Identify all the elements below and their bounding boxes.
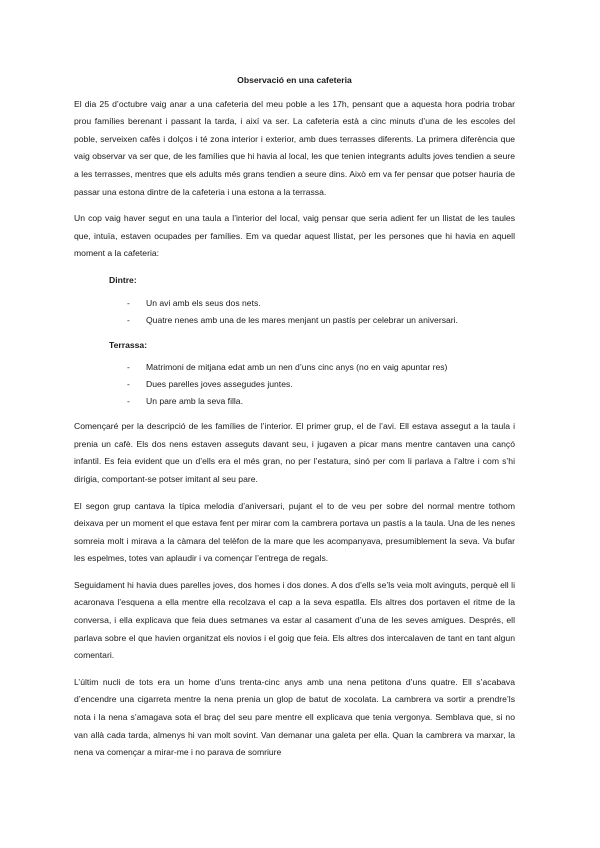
section-label-terrace: Terrassa:	[109, 339, 148, 350]
body-paragraph-1: Començaré per la descripció de les famílies de l’interior. El primer grup, el de l’avi. Ell estava assegut a la taula i prenia un cafè. Els dos nens estaven asseguts davant seu, i jugaven a picar mans mentre cantaven una cançó infantil. Es feia evident que un d’ells era el més gran, no per l’estatura, sinó per com li parlava a l’altre i com s’hi dirigia, comportant-se potser imitant al seu pare.	[74, 421, 515, 484]
terrace-list	[74, 359, 515, 410]
list-item-text: Un avi amb els seus dos nets.	[146, 297, 261, 308]
dash-marker: -	[127, 314, 130, 325]
dash-marker: -	[127, 297, 130, 308]
list-item	[74, 393, 515, 410]
dash-marker: -	[127, 379, 130, 390]
list-item-text: Dues parelles joves assegudes juntes.	[146, 379, 293, 390]
list-item-text: Matrimoni de mitjana edat amb un nen d’uns cinc anys (no en vaig apuntar res)	[146, 362, 448, 373]
body-paragraph-4: L’últim nucli de tots era un home d’uns trenta-cinc anys amb una nena petitona d’uns quatre. Ell s’acabava d’encendre una cigarreta mentre la nena prenia un glop de batut de xocolata. La cambrera va sortir a prendre’ls nota i la nena s’amagava sota el braç del seu pare mentre ell explicava que tenia vergonya. Semblava que, si no van allà cada tarda, almenys hi van molt sovint. Van demanar una galeta per ella. Quan la cambrera va marxar, la nena va començar a mirar-me i no parava de somriure	[74, 676, 515, 758]
list-item-text: Quatre nenes amb una de les mares menjant un pastís per celebrar un aniversari.	[146, 314, 458, 325]
list-item-text: Un pare amb la seva filla.	[146, 396, 243, 407]
list-item	[74, 376, 515, 393]
body-paragraph-3: Seguidament hi havia dues parelles joves, dos homes i dos dones. A dos d’ells se’ls veia molt avinguts, perquè ell li acaronava l’esquena a ella mentre ella recolzava el cap a la seva espatlla. Els altres dos portaven el ritme de la conversa, i ella explicava que feia dues setmanes va estar al casament d’una de les seves amigues. Després, ell parlava sobre el que havien organitzat els novios i el goig que feia. Els altres dos intercalaven de tant en tant algun comentari.	[74, 579, 515, 661]
intro-paragraph-1: El dia 25 d’octubre vaig anar a una cafeteria del meu poble a les 17h, pensant que a aquesta hora podria trobar prou famílies berenant i passant la tarda, i així va ser. La cafeteria està a cinc minuts d’una de les escoles del poble, serveixen cafès i dolços i té zona interior i exterior, amb dues terrasses diferents. La primera diferència que vaig observar va ser que, de les famílies que hi havia al local, les que tenien integrants adults joves tendien a seure a les terrasses, mentres que els adults més grans tendien a seure dins. Això em va fer pensar que potser hauria de passar una estona dintre de la cafeteria i una estona a la terrassa.	[74, 98, 515, 197]
list-item	[74, 295, 515, 312]
list-item	[74, 312, 515, 329]
dash-marker: -	[127, 396, 130, 407]
list-item	[74, 359, 515, 376]
document-page	[74, 72, 515, 771]
page-title: Observació en una cafeteria	[237, 75, 352, 85]
intro-paragraph-2: Un cop vaig haver segut en una taula a l’interior del local, vaig pensar que seria adient fer un llistat de les taules que, intuïa, estaven ocupades per famílies. Em va quedar aquest llistat, per les persones que hi havia en aquell moment a la cafeteria:	[74, 213, 515, 259]
section-label-inside: Dintre:	[109, 274, 137, 285]
inside-list	[74, 295, 515, 329]
body-paragraph-2: El segon grup cantava la típica melodia d’aniversari, pujant el to de veu per sobre del normal mentre tothom deixava per un moment el que estava fent per mirar com la cambrera portava un pastís a la taula. Una de les nenes somreia molt i mirava a la càmara del telèfon de la mare que les acompanyava, presumiblement la seva. Va bufar les espelmes, totes van aplaudir i va començar l’entrega de regals.	[74, 500, 515, 564]
dash-marker: -	[127, 362, 130, 373]
